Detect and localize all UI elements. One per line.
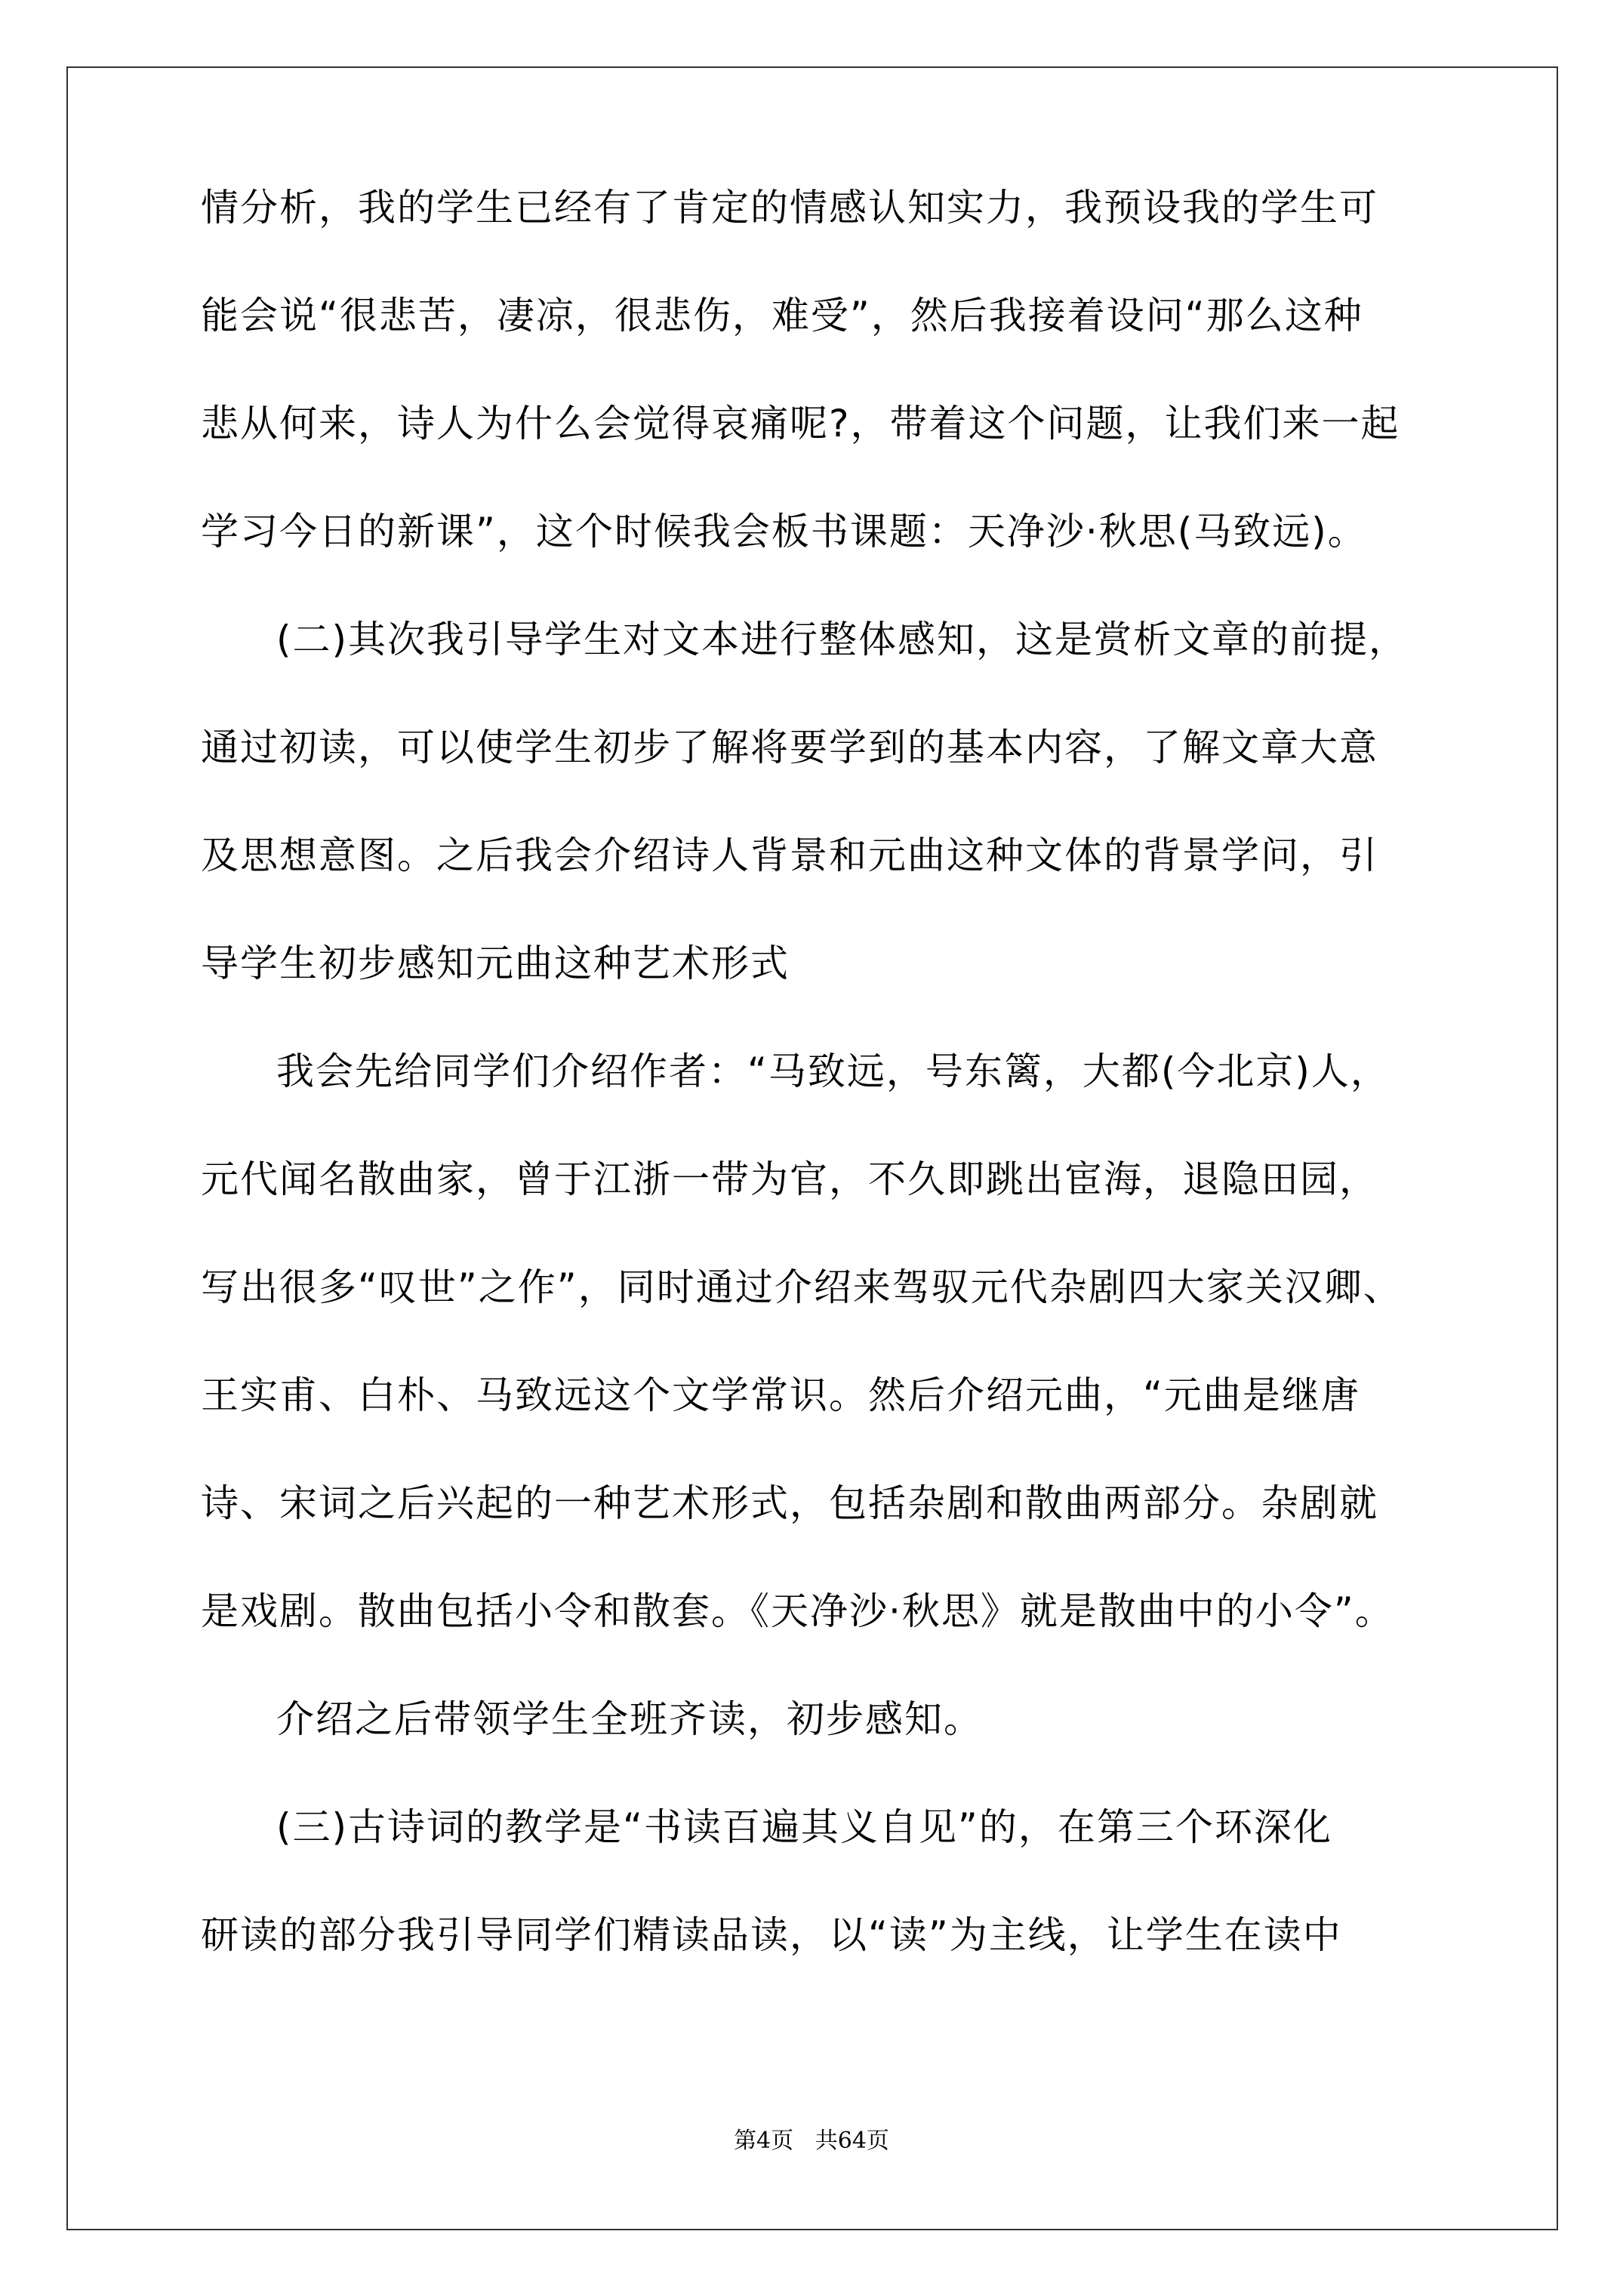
text-line: 及思想意图。之后我会介绍诗人背景和元曲这种文体的背景学问，引 — [201, 834, 1378, 877]
text-line: 情分析，我的学生已经有了肯定的情感认知实力，我预设我的学生可 — [201, 186, 1378, 230]
page-border — [66, 66, 1558, 2230]
text-line: 通过初读，可以使学生初步了解将要学到的基本内容，了解文章大意 — [201, 726, 1378, 769]
text-line: 导学生初步感知元曲这种艺术形式 — [201, 942, 790, 985]
text-line: 学习今日的新课”，这个时候我会板书课题：天净沙·秋思(马致远)。 — [201, 510, 1367, 553]
text-line: 王实甫、白朴、马致远这个文学常识。然后介绍元曲，“元曲是继唐 — [201, 1373, 1360, 1417]
text-line: 是戏剧。散曲包括小令和散套。《天净沙·秋思》就是散曲中的小令”。 — [201, 1589, 1394, 1633]
page-number: 第4页 共64页 — [734, 2128, 889, 2154]
text-line: 元代闻名散曲家，曾于江浙一带为官，不久即跳出宦海，退隐田园， — [201, 1157, 1378, 1201]
text-line: 能会说“很悲苦，凄凉，很悲伤，难受”，然后我接着设问“那么这种 — [201, 294, 1363, 337]
text-line: (三)古诗词的教学是“书读百遍其义自见”的，在第三个环深化 — [276, 1805, 1332, 1849]
text-line: 研读的部分我引导同学们精读品读，以“读”为主线，让学生在读中 — [201, 1913, 1342, 1957]
text-line: 悲从何来，诗人为什么会觉得哀痛呢?，带着这个问题，让我们来一起 — [201, 402, 1400, 445]
text-line: (二)其次我引导学生对文本进行整体感知，这是赏析文章的前提， — [276, 618, 1409, 661]
text-line: 我会先给同学们介绍作者：“马致远，号东篱，大都(今北京)人， — [276, 1049, 1390, 1093]
text-line: 诗、宋词之后兴起的一种艺术形式，包括杂剧和散曲两部分。杂剧就 — [201, 1481, 1378, 1525]
text-line: 介绍之后带领学生全班齐读，初步感知。 — [276, 1697, 983, 1741]
text-line: 写出很多“叹世”之作”，同时通过介绍来驾驭元代杂剧四大家关汉卿、 — [201, 1265, 1403, 1309]
